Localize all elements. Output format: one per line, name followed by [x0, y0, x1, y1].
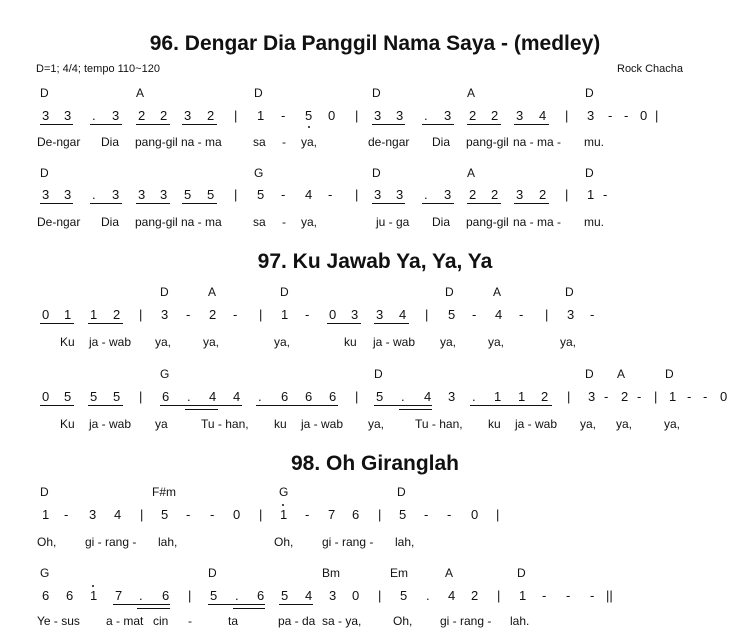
lyric: ja - wab: [89, 417, 132, 431]
lyric: mu.: [584, 135, 605, 149]
lyric: ya,: [580, 417, 597, 431]
note: -: [519, 307, 524, 322]
underline: [467, 124, 501, 125]
note: 5: [207, 187, 215, 202]
note: -: [64, 507, 69, 522]
note: 6: [329, 389, 337, 404]
note: 2: [138, 108, 146, 123]
note: -: [305, 507, 310, 522]
note: 6: [162, 389, 170, 404]
underline: [182, 124, 217, 125]
lyric: gi - rang -: [440, 614, 492, 628]
note: 3: [444, 187, 452, 202]
note: 3: [329, 588, 337, 603]
chord: D: [397, 485, 406, 499]
note: 4: [448, 588, 456, 603]
note: -: [687, 389, 692, 404]
note: 6: [305, 389, 313, 404]
note: 5: [400, 588, 408, 603]
note: 7: [115, 588, 123, 603]
lyric: Dia: [432, 135, 451, 149]
note: 3: [138, 187, 146, 202]
note: 2: [539, 187, 547, 202]
underline: [136, 124, 170, 125]
note: .: [424, 108, 428, 123]
bar-line: |: [259, 307, 263, 322]
bar-line: |: [259, 507, 263, 522]
underline: [185, 409, 218, 410]
lyric: a - mat: [106, 614, 144, 628]
note: 3: [567, 307, 575, 322]
note: 1: [280, 507, 288, 522]
underline: [422, 203, 454, 204]
chord: D: [254, 86, 263, 100]
note: 3: [184, 108, 192, 123]
chord: Em: [390, 566, 408, 580]
chord: A: [493, 285, 502, 299]
note: 3: [396, 187, 404, 202]
note: 6: [42, 588, 50, 603]
note: .: [92, 187, 96, 202]
underline: [374, 323, 409, 324]
note: 5: [399, 507, 407, 522]
underline: [88, 405, 123, 406]
note: 3: [588, 389, 596, 404]
lyric: sa - ya,: [322, 614, 362, 628]
note: 1: [90, 588, 98, 603]
lyric: na - ma -: [513, 135, 562, 149]
note: 0: [42, 389, 50, 404]
note: -: [447, 507, 452, 522]
lyric: ta: [228, 614, 239, 628]
note: 3: [42, 108, 50, 123]
chord: A: [136, 86, 145, 100]
note: -: [603, 187, 608, 202]
note: 5: [184, 187, 192, 202]
chord: G: [160, 367, 170, 381]
underline: [208, 604, 265, 605]
song-title: 96. Dengar Dia Panggil Nama Saya - (medley): [149, 32, 601, 55]
song-style: Rock Chacha: [617, 63, 684, 75]
note: -: [305, 307, 310, 322]
song-title: 97. Ku Jawab Ya, Ya, Ya: [257, 250, 493, 273]
chord: D: [585, 86, 594, 100]
lyric: ku: [488, 417, 501, 431]
note: -: [233, 307, 238, 322]
lyric: sa: [253, 135, 266, 149]
lyric: lah,: [395, 535, 415, 549]
chord: D: [665, 367, 674, 381]
chord: D: [40, 86, 49, 100]
note: 2: [209, 307, 217, 322]
underline: [137, 608, 170, 609]
note: -: [424, 507, 429, 522]
note: 5: [161, 507, 169, 522]
bar-line: |: [140, 507, 144, 522]
note: 4: [209, 389, 217, 404]
lyric: -: [282, 215, 286, 229]
note: 3: [351, 307, 359, 322]
note: 0: [352, 588, 360, 603]
note: -: [604, 389, 609, 404]
underline: [90, 203, 122, 204]
lyric: ya,: [301, 215, 318, 229]
note: 1: [90, 307, 98, 322]
bar-line: |: [565, 108, 569, 123]
note: 3: [64, 108, 72, 123]
lyric: pang-gil: [466, 135, 509, 149]
note: 1: [64, 307, 72, 322]
note: -: [608, 108, 613, 123]
chord: D: [445, 285, 454, 299]
note: 4: [305, 588, 313, 603]
lyric: ya,: [664, 417, 681, 431]
bar-line: |: [425, 307, 429, 322]
bar-line: |: [139, 389, 143, 404]
chord: D: [517, 566, 526, 580]
chord: D: [372, 166, 381, 180]
note: 0: [233, 507, 241, 522]
note: .: [424, 187, 428, 202]
note: 0: [640, 108, 648, 123]
note: -: [590, 588, 595, 603]
chord: D: [208, 566, 217, 580]
note: 3: [112, 187, 120, 202]
note: 2: [469, 108, 477, 123]
chord: A: [445, 566, 454, 580]
lyric: ya,: [440, 335, 457, 349]
bar-line: |: [378, 507, 382, 522]
note: 0: [42, 307, 50, 322]
note: 3: [374, 187, 382, 202]
note: 5: [257, 187, 265, 202]
note: 3: [396, 108, 404, 123]
note: 0: [328, 108, 336, 123]
underline: [422, 124, 454, 125]
note: 4: [114, 507, 122, 522]
chord: D: [585, 166, 594, 180]
lyric: gi - rang -: [322, 535, 374, 549]
bar-line: |: [497, 588, 501, 603]
note: -: [472, 307, 477, 322]
note: 6: [257, 588, 265, 603]
lyric: De-ngar: [37, 215, 81, 229]
note: 3: [89, 507, 97, 522]
note: -: [210, 507, 215, 522]
underline: [40, 405, 74, 406]
underline: [136, 203, 170, 204]
note: 5: [376, 389, 384, 404]
underline: [279, 604, 313, 605]
note: 1: [519, 588, 527, 603]
note: 0: [471, 507, 479, 522]
note: 3: [374, 108, 382, 123]
lyric: lah.: [510, 614, 530, 628]
lyric: ya,: [274, 335, 291, 349]
lyric: Tu - han,: [415, 417, 463, 431]
note: 2: [491, 187, 499, 202]
note: -: [186, 507, 191, 522]
chord: D: [372, 86, 381, 100]
note: -: [703, 389, 708, 404]
lower-octave-dot: [308, 126, 310, 128]
bar-line: |: [355, 187, 359, 202]
note: .: [472, 389, 476, 404]
underline: [88, 323, 123, 324]
note: 3: [160, 187, 168, 202]
note: 2: [160, 108, 168, 123]
underline: [90, 124, 122, 125]
chord: D: [585, 367, 594, 381]
underline: [470, 405, 552, 406]
chord: D: [160, 285, 169, 299]
lyric: de-ngar: [368, 135, 410, 149]
lyric: ja - wab: [301, 417, 344, 431]
note: -: [186, 307, 191, 322]
lyric: pang-gil: [135, 215, 178, 229]
chord: G: [279, 485, 289, 499]
lyric: ku: [344, 335, 357, 349]
note: .: [187, 389, 191, 404]
note: 2: [113, 307, 121, 322]
lyric: ku: [274, 417, 287, 431]
lyric: ya,: [203, 335, 220, 349]
underline: [233, 608, 265, 609]
lyric: Ye - sus: [37, 614, 80, 628]
lyric: Oh,: [274, 535, 294, 549]
note: 4: [539, 108, 547, 123]
note: 5: [305, 108, 313, 123]
note: 3: [587, 108, 595, 123]
note: 5: [210, 588, 218, 603]
note: 4: [495, 307, 503, 322]
lyric: Dia: [432, 215, 451, 229]
note: 3: [64, 187, 72, 202]
lyric: ya,: [155, 335, 172, 349]
note: 3: [516, 108, 524, 123]
note: 4: [424, 389, 432, 404]
chord: A: [208, 285, 217, 299]
underline: [514, 124, 549, 125]
note: 5: [90, 389, 98, 404]
note: 5: [281, 588, 289, 603]
note: -: [328, 187, 333, 202]
underline: [372, 203, 405, 204]
lyric: Oh,: [37, 535, 57, 549]
lyric: ya,: [368, 417, 385, 431]
note: 5: [113, 389, 121, 404]
underline: [467, 203, 501, 204]
note: 3: [42, 187, 50, 202]
note: 3: [376, 307, 384, 322]
chord: D: [40, 166, 49, 180]
note: -: [542, 588, 547, 603]
note: 2: [207, 108, 215, 123]
lyric: Ku: [60, 335, 75, 349]
bar-line: |: [234, 187, 238, 202]
underline: [40, 203, 73, 204]
lyric: mu.: [584, 215, 605, 229]
note: 3: [448, 389, 456, 404]
song-title: 98. Oh Giranglah: [290, 452, 460, 475]
note: 5: [448, 307, 456, 322]
chord: D: [374, 367, 383, 381]
chord: D: [280, 285, 289, 299]
note: 2: [471, 588, 479, 603]
note: 1: [494, 389, 502, 404]
lyric: ya,: [301, 135, 318, 149]
bar-line: |: [355, 389, 359, 404]
lyric: Tu - han,: [201, 417, 249, 431]
note: 6: [66, 588, 74, 603]
lyric: -: [188, 614, 192, 628]
note: 0: [329, 307, 337, 322]
bar-line: |: [565, 187, 569, 202]
lyric: ja - wab: [89, 335, 132, 349]
lyric: gi - rang -: [85, 535, 137, 549]
bar-line: |: [188, 588, 192, 603]
chord: A: [467, 86, 476, 100]
lyric: Dia: [101, 215, 120, 229]
note: -: [637, 389, 642, 404]
lyric: ja - wab: [515, 417, 558, 431]
underline: [374, 405, 432, 406]
lyric: ja - wab: [373, 335, 416, 349]
lyric: ya,: [488, 335, 505, 349]
bar-line: |: [545, 307, 549, 322]
underline: [113, 604, 170, 605]
note: 4: [305, 187, 313, 202]
note: 3: [516, 187, 524, 202]
note: 3: [112, 108, 120, 123]
note: -: [590, 307, 595, 322]
note: 1: [281, 307, 289, 322]
bar-line: |: [496, 507, 500, 522]
bar-line: |: [355, 108, 359, 123]
lyric: pa - da: [278, 614, 316, 628]
chord: A: [467, 166, 476, 180]
note: 2: [491, 108, 499, 123]
note: -: [624, 108, 629, 123]
note: 1: [587, 187, 595, 202]
note: 2: [469, 187, 477, 202]
note: 1: [518, 389, 526, 404]
underline: [160, 405, 242, 406]
note: -: [281, 187, 286, 202]
note: 6: [162, 588, 170, 603]
note: .: [235, 588, 239, 603]
lyric: cin: [153, 614, 169, 628]
note: 1: [669, 389, 677, 404]
note: 4: [233, 389, 241, 404]
note: 1: [42, 507, 50, 522]
lyric: De-ngar: [37, 135, 81, 149]
note: 3: [444, 108, 452, 123]
note: 1: [257, 108, 265, 123]
lyric: na - ma: [181, 135, 222, 149]
note: 0: [720, 389, 728, 404]
lyric: lah,: [158, 535, 178, 549]
lyric: Ku: [60, 417, 75, 431]
lyric: ya: [155, 417, 168, 431]
bar-line: |: [567, 389, 571, 404]
chord: D: [40, 485, 49, 499]
note: .: [92, 108, 96, 123]
note: 4: [399, 307, 407, 322]
bar-line: |: [655, 108, 659, 123]
chord: F#m: [152, 485, 176, 499]
bar-line: |: [378, 588, 382, 603]
underline: [182, 203, 217, 204]
key-meter-tempo: D=1; 4/4; tempo 110~120: [36, 63, 160, 75]
chord: D: [565, 285, 574, 299]
lyric: pang-gil: [135, 135, 178, 149]
note: -: [281, 108, 286, 123]
lyric: -: [282, 135, 286, 149]
chord: G: [40, 566, 50, 580]
lyric: na - ma -: [513, 215, 562, 229]
bar-line: |: [234, 108, 238, 123]
note: .: [426, 588, 430, 603]
underline: [399, 409, 432, 410]
note: .: [401, 389, 405, 404]
underline: [327, 323, 361, 324]
lyric: ya,: [560, 335, 577, 349]
chord: G: [254, 166, 264, 180]
lyric: pang-gil: [466, 215, 509, 229]
underline: [40, 124, 73, 125]
bar-line: ||: [606, 588, 613, 603]
lyric: ju - ga: [376, 215, 410, 229]
note: 6: [281, 389, 289, 404]
note: 2: [541, 389, 549, 404]
lyric: na - ma: [181, 215, 222, 229]
note: .: [258, 389, 262, 404]
note: .: [139, 588, 143, 603]
note: -: [566, 588, 571, 603]
bar-line: |: [139, 307, 143, 322]
note: 7: [328, 507, 336, 522]
note: 3: [161, 307, 169, 322]
underline: [40, 323, 74, 324]
lyric: sa: [253, 215, 266, 229]
note: 5: [64, 389, 72, 404]
lyric: Dia: [101, 135, 120, 149]
note: 6: [352, 507, 360, 522]
bar-line: |: [654, 389, 658, 404]
lyric: ya,: [616, 417, 633, 431]
note: 2: [621, 389, 629, 404]
underline: [256, 405, 338, 406]
chord: Bm: [322, 566, 340, 580]
chord: A: [617, 367, 626, 381]
underline: [372, 124, 405, 125]
lyric: Oh,: [393, 614, 413, 628]
underline: [514, 203, 549, 204]
